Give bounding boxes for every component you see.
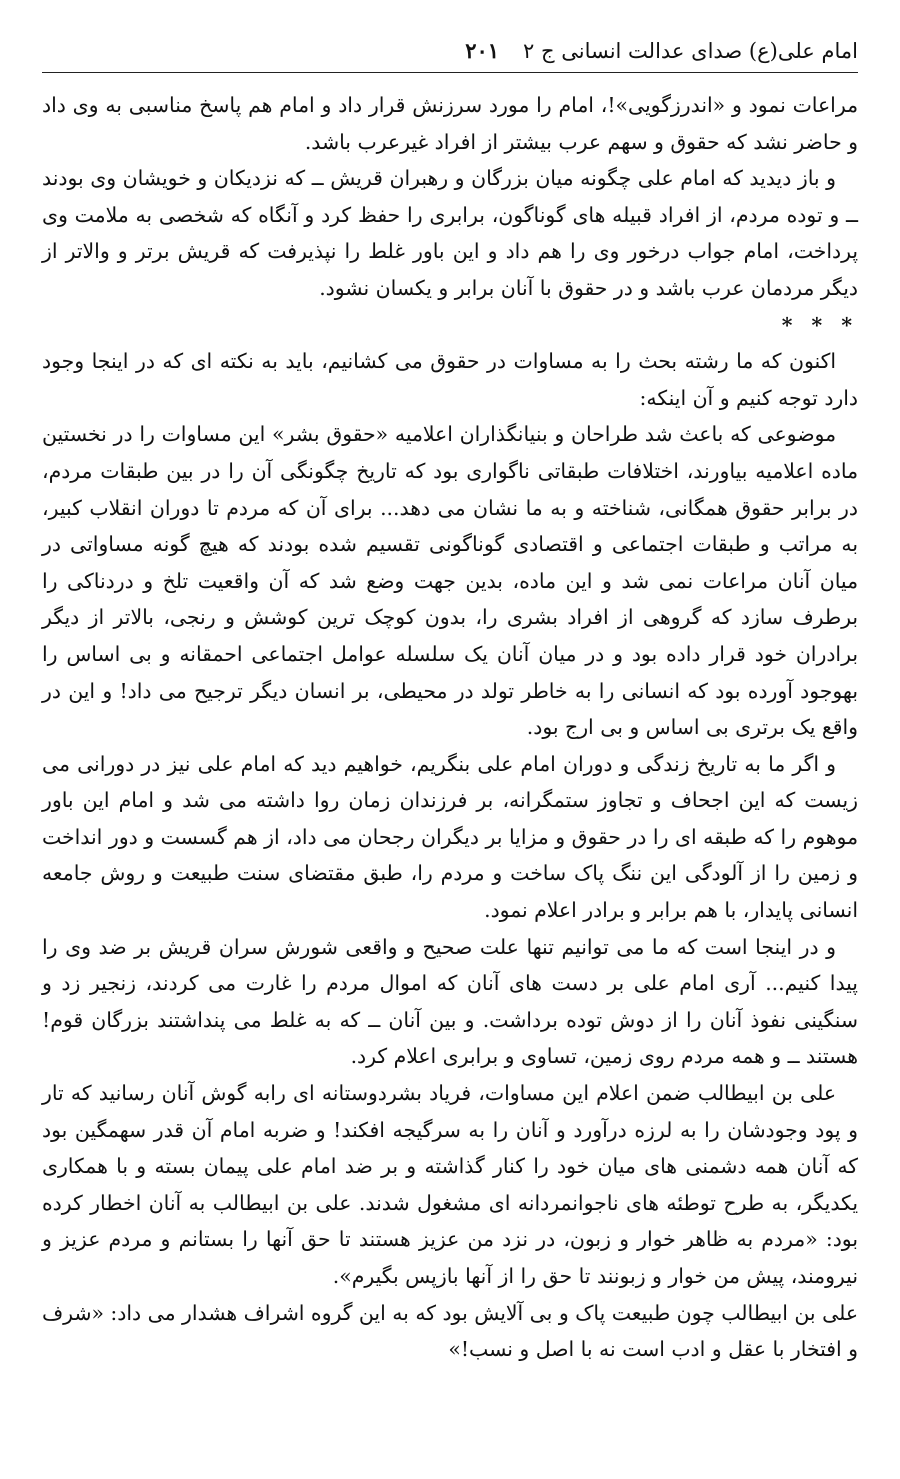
paragraph-5: و اگر ما به تاریخ زندگی و دوران امام علی بنگریم، خواهیم دید که امام علی نیز در دورانی می زیست که این اجحاف و تجاوز ستمگرانه، بر فرزندان زمان روا داشته می شد و امام این باور موهوم را که طبقه ای را در حقوق و مزایا بر دیگران رجحان می داد، از هم گسست و دور انداخت و زمین را از آلودگی این ننگ پاک ساخت و مردم را، طبق مقتضای سنت طبیعت و روش جامعه انسانی پایدار، با هم برابر و برادر اعلام نمود. bbox=[42, 751, 858, 923]
body-text bbox=[42, 87, 858, 1368]
paragraph-4: موضوعی که باعث شد طراحان و بنیانگذاران اعلامیه «حقوق بشر» این مساوات را در نخستین ماده اعلامیه بیاورند، اختلافات طبقاتی ناگواری بود که تاریخ چگونگی آن را در بین طبقات مردم، در برابر حقوق همگانی، شناخته و به ما نشان می دهد... برای آن که مردم تا دوران انقلاب کبیر، به مراتب و طبقات اجتماعی و اقتصادی گوناگونی تقسیم شده بودند که هیچ گونه مساواتی در میان آنان مراعات نمی شد و این ماده، بدین جهت وضع شد که آن واقعیت تلخ و دردناکی را برطرف سازد که گروهی از افراد بشری را، بدون کوچک ترین کوشش و رنجی، بالاتر از دیگر برادران خود قرار داده بود و در میان آنان یک سلسله عوامل اجتماعی احمقانه و بی اساس را بهوجود آورده بود که انسانی را به خاطر تولد در محیطی، بر انسان دیگر ترجیح می داد! و این در واقع یک برتری بی اساس و بی ارج بود. bbox=[42, 422, 858, 740]
book-title: امام علی(ع) صدای عدالت انسانی ج ۲ bbox=[523, 39, 858, 63]
paragraph-8: علی بن ابیطالب چون طبیعت پاک و بی آلایش بود که به این گروه اشراف هشدار می داد: «شرف و افتخار با عقل و ادب است نه با اصل و نسب!» bbox=[42, 1300, 858, 1362]
page-number: ۲۰۱ bbox=[465, 38, 500, 63]
section-separator: * * * bbox=[781, 312, 858, 337]
paragraph-3: اکنون که ما رشته بحث را به مساوات در حقوق می کشانیم، باید به نکته ای که در اینجا وجود دارد توجه کنیم و آن اینکه: bbox=[42, 349, 858, 410]
paragraph-7: علی بن ابیطالب ضمن اعلام این مساوات، فریاد بشردوستانه ای رابه گوش آنان رسانید که تار و پود وجودشان را به لرزه درآورد و آنان را به سرگیجه افکند! و ضربه امام آن قدر سهمگین بود که آنان همه دشمنی های میان خود را کنار گذاشته و بر ضد امام علی پیمان بسته و با همکاری یکدیگر، به طرح توطئه های ناجوانمردانه ای مشغول شدند. علی بن ابیطالب به آنان اخطار کرده بود: «مردم به ظاهر خوار و زبون، در نزد من عزیز هستند تا حق آنها را بستانم و مردم عزیز و نیرومند، پیش من خوار و زبونند تا حق را از آنها بازپس بگیرم». bbox=[42, 1081, 858, 1288]
paragraph-1: مراعات نمود و «اندرزگویی»!، امام را مورد سرزنش قرار داد و امام هم پاسخ مناسبی به وی داد و حاضر نشد که حقوق و سهم عرب بیشتر از افراد غیرعرب باشد. bbox=[42, 93, 858, 154]
paragraph-6: و در اینجا است که ما می توانیم تنها علت صحیح و واقعی شورش سران قریش بر ضد وی را پیدا کنیم... آری امام علی بر دست های آنان که اموال مردم را غارت می کردند، زنجیر زد و سنگینی نفوذ آنان را از دوش توده برداشت. و بین آنان ــ که به غلط می پنداشتند بزرگان قوم! هستند ــ و همه مردم روی زمین، تساوی و برابری اعلام کرد. bbox=[42, 934, 858, 1069]
book-page bbox=[42, 30, 858, 1368]
paragraph-2: و باز دیدید که امام علی چگونه میان بزرگان و رهبران قریش ــ که نزدیکان و خویشان وی بودند ــ و توده مردم، از افراد قبیله های گوناگون، برابری را حفظ کرد و آنگاه که شخصی به ملامت وی پرداخت، امام جواب درخور وی را هم داد و این باور غلط را نپذیرفت که قریش برتر و والاتر از دیگر مردمان عرب باشد و در حقوق با آنان برابر و یکسان نشود. bbox=[42, 166, 858, 300]
running-header bbox=[42, 30, 858, 73]
